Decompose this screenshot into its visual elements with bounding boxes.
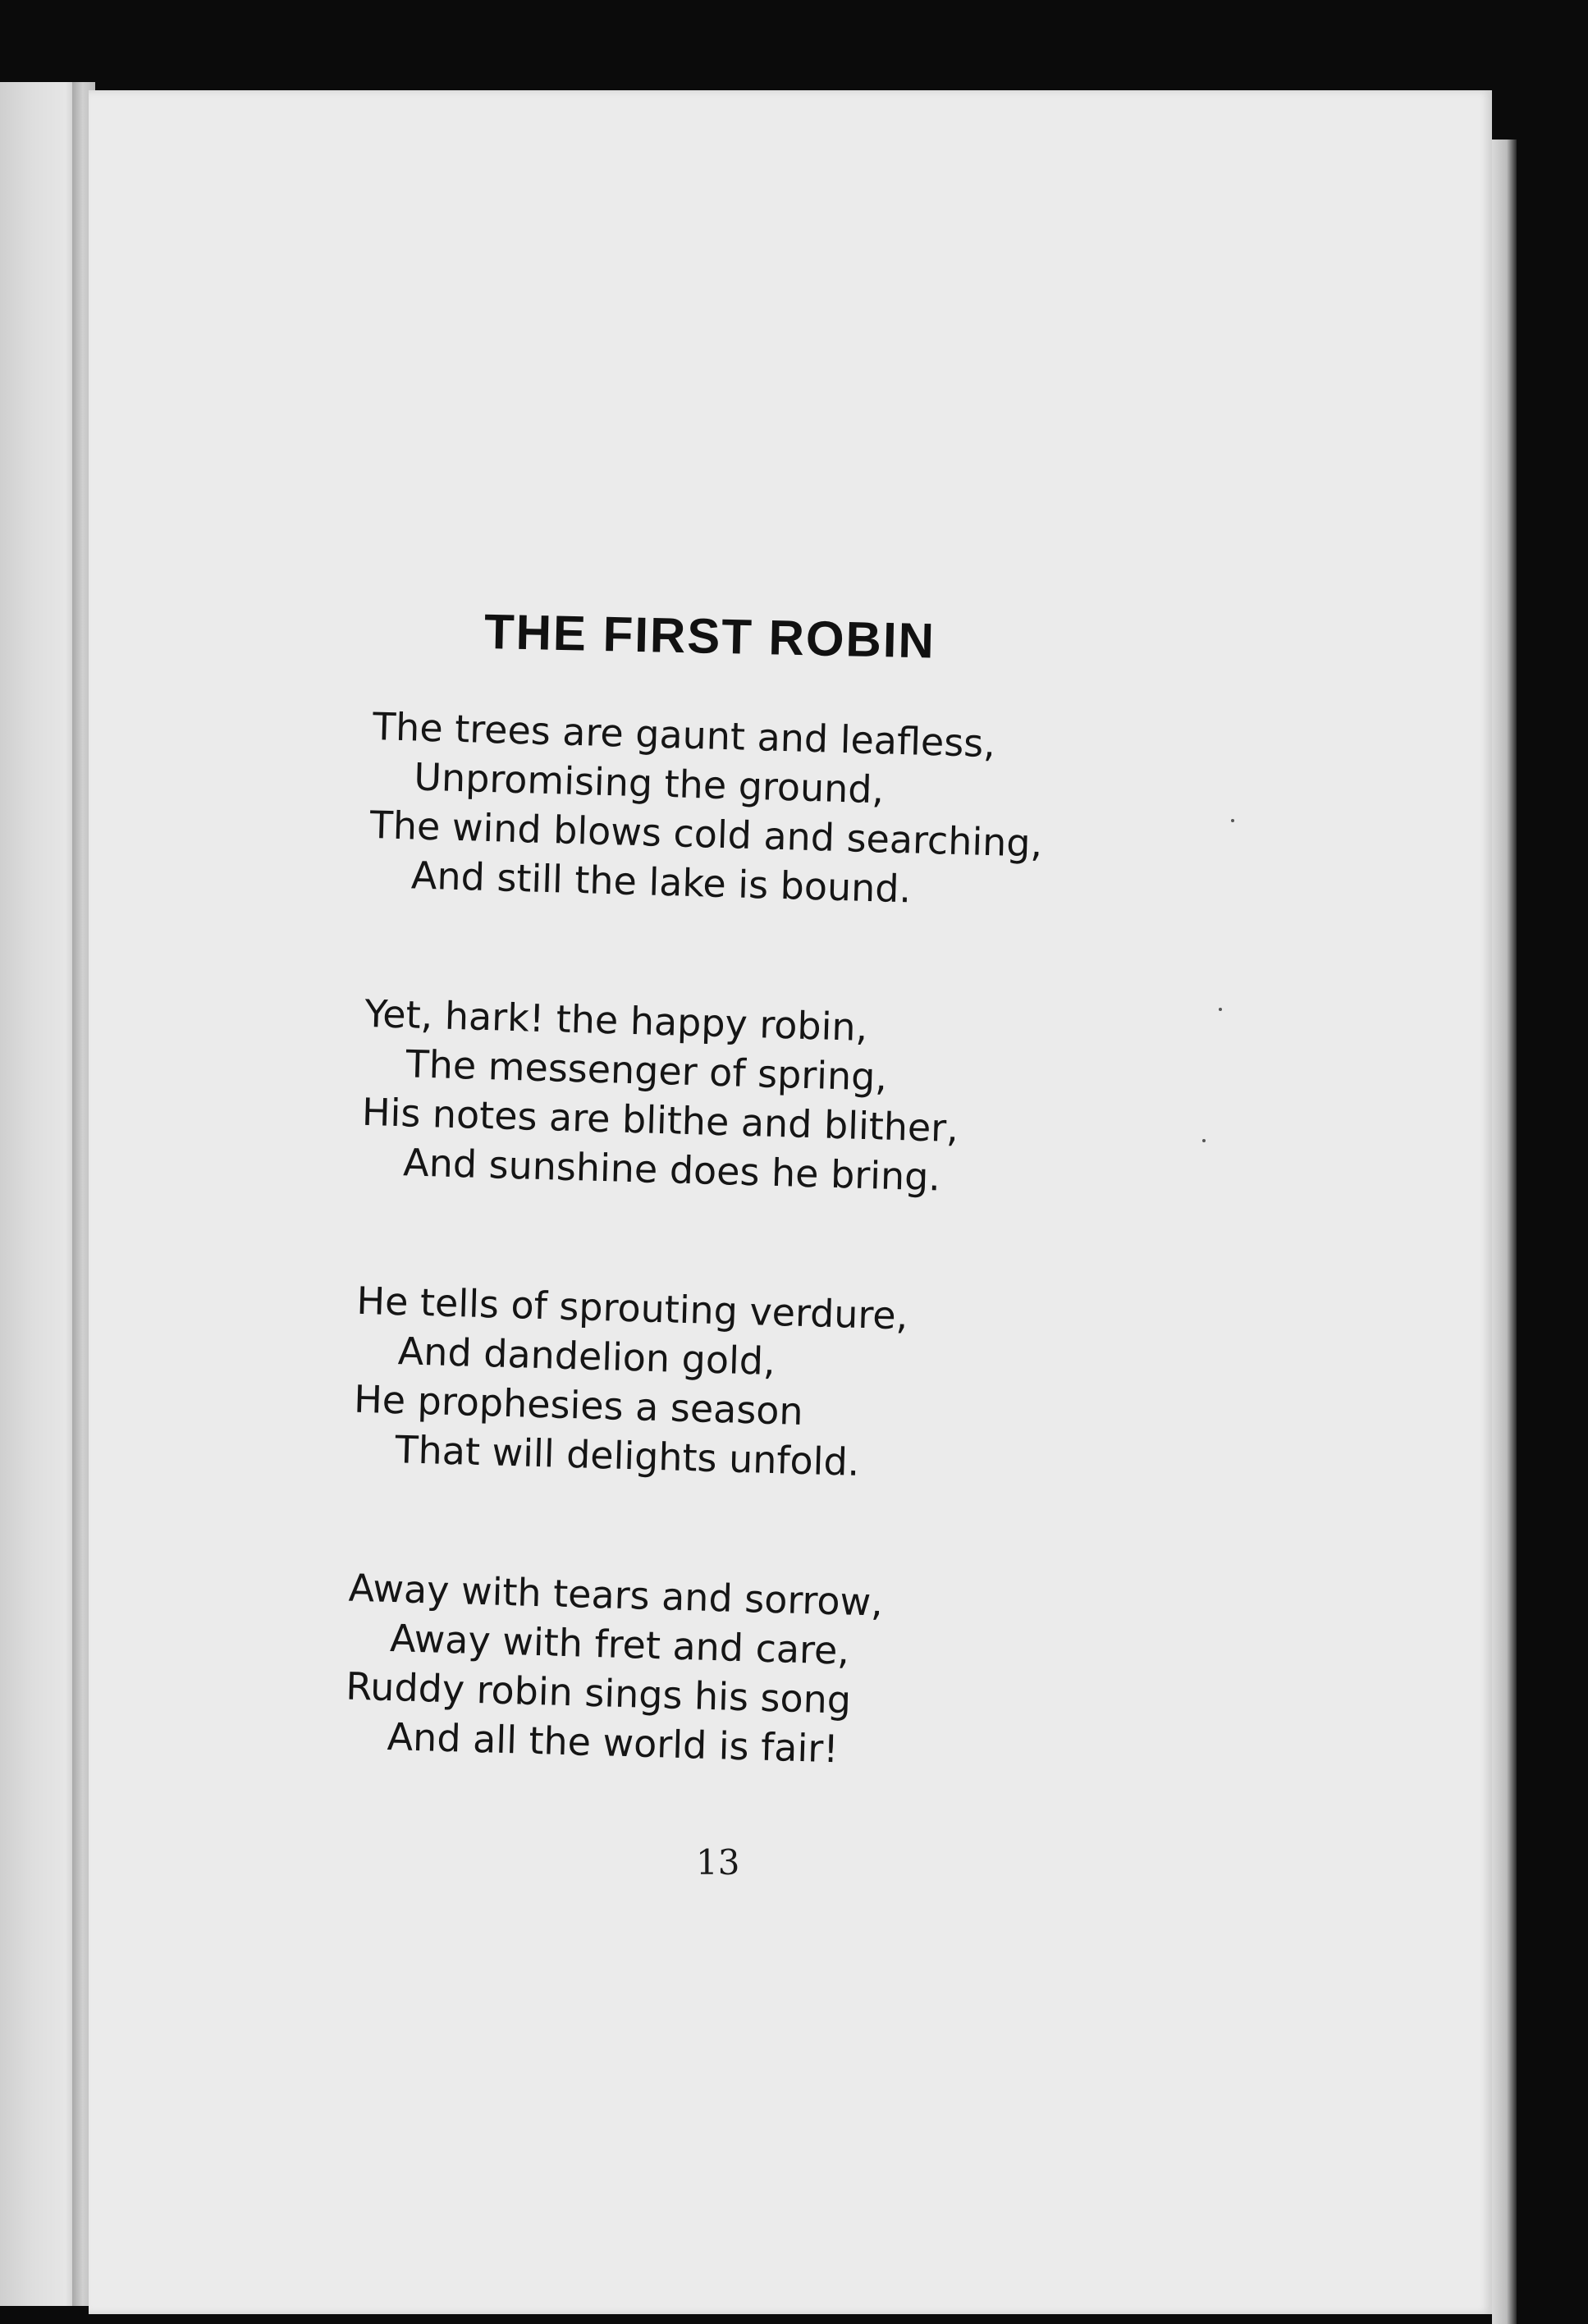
paper-speck: [1231, 819, 1234, 822]
page-number: 13: [696, 1842, 740, 1883]
poem-line: He tells of sprouting verdure,: [355, 1278, 909, 1338]
poem-line: Away with tears and sorrow,: [348, 1565, 884, 1625]
poem-line: That will delights unfold.: [394, 1427, 861, 1485]
stanza: [360, 989, 1153, 1208]
poem-line: The wind blows cold and searching,: [369, 802, 1043, 866]
poem-line: His notes are blithe and blither,: [361, 1089, 959, 1151]
paper-speck: [1202, 1139, 1206, 1142]
poem-line: Ruddy robin sings his song: [345, 1663, 852, 1722]
poem-line: And still the lake is bound.: [410, 853, 912, 912]
stanza: [368, 702, 1160, 921]
poem-line: Yet, hark! the happy robin,: [364, 990, 868, 1050]
poem-line: The trees are gaunt and leafless,: [372, 703, 996, 766]
page-right-edge: [1492, 140, 1517, 2324]
facing-page-edge: [0, 82, 82, 2306]
paper-speck: [1219, 1008, 1222, 1011]
poem-line: He prophesies a season: [353, 1376, 804, 1434]
stanza: [352, 1276, 1145, 1495]
poem-body: [344, 702, 1161, 1782]
poem-title: THE FIRST ROBIN: [483, 604, 936, 669]
poem-line: Unpromising the ground,: [413, 754, 885, 812]
poem-line: And all the world is fair!: [387, 1713, 840, 1772]
poem-line: The messenger of spring,: [405, 1041, 888, 1100]
poem-line: Away with fret and care,: [389, 1616, 850, 1673]
stanza: [344, 1563, 1137, 1782]
poem-line: And dandelion gold,: [397, 1329, 776, 1384]
poem-line: And sunshine does he bring.: [402, 1140, 941, 1200]
